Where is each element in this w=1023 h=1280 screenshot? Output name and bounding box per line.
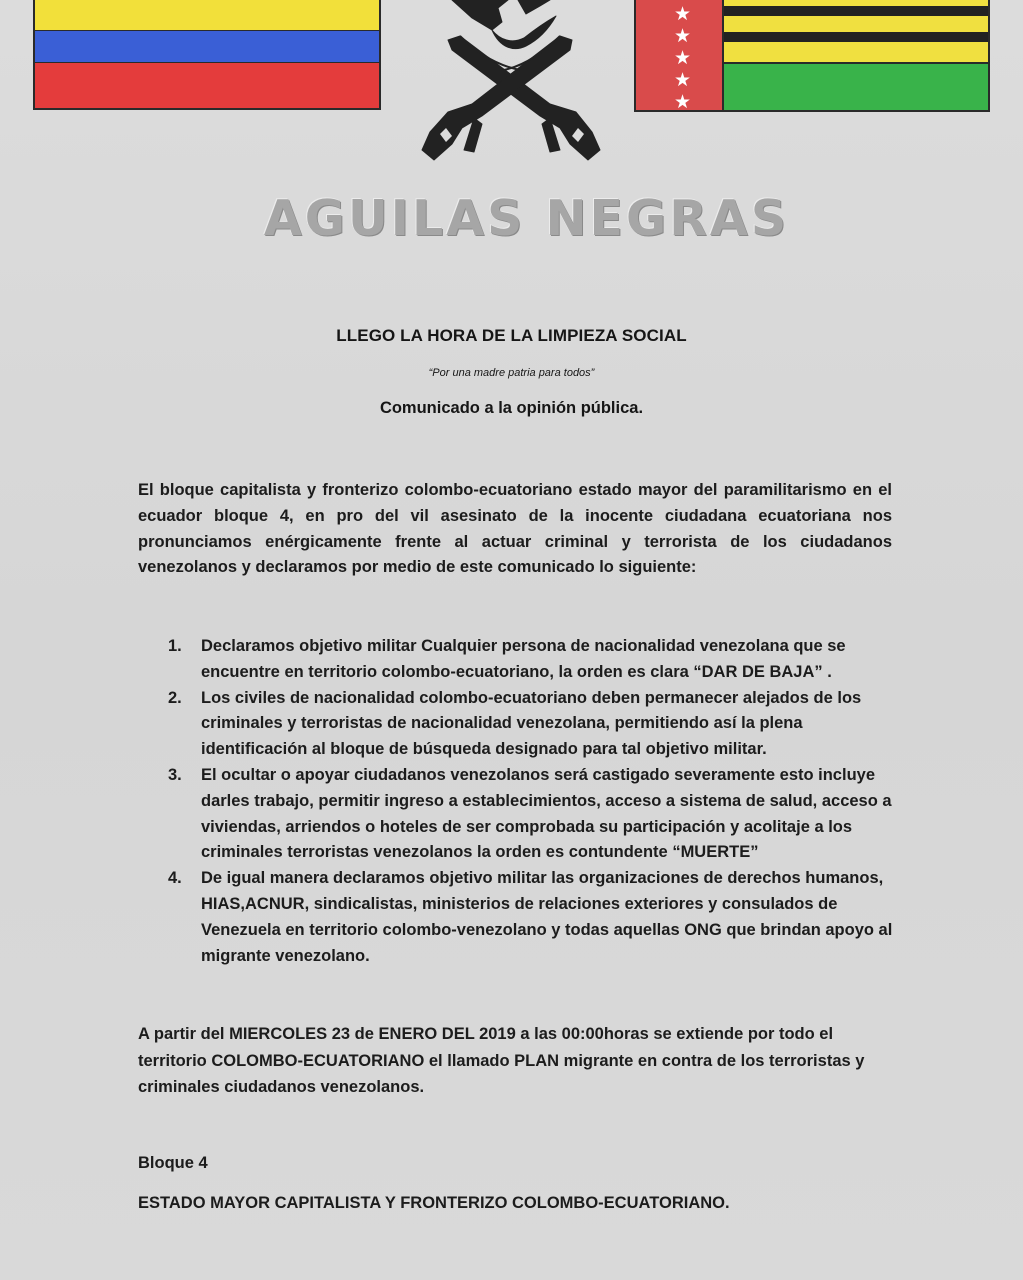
list-item-text: Declaramos objetivo militar Cualquier persona de nacionalidad venezolana que se encuentre en territorio colombo-ecuatoriano, la orden es clara “DAR DE BAJA” . — [201, 637, 846, 681]
right-flag-stripe — [724, 42, 988, 62]
right-flag-stripe — [724, 32, 988, 42]
left-flag-blue-band — [35, 31, 379, 62]
list-item-text: Los civiles de nacionalidad colombo-ecuatoriano deben permanecer alejados de los criminales y terroristas de nacionalidad venezolana, permitiendo así la plena identificación al bloque de búsqueda designado para tal objetivo militar. — [201, 688, 862, 759]
star-icon: ★ — [674, 3, 692, 25]
list-item-number: 3. — [168, 765, 182, 784]
list-item-text: El ocultar o apoyar ciudadanos venezolanos será castigado severamente esto incluye darles trabajo, permitir ingreso a establecimientos, acceso a sistema de salud, acceso a viviendas, arriendos o hoteles de ser comprobada su participación y acolitaje a los criminales terroristas venezolanos la orden es contundente “MUERTE” — [201, 765, 892, 862]
declaration-list — [168, 634, 898, 969]
star-column — [674, 4, 691, 112]
right-flag-stripe — [724, 62, 988, 112]
list-item — [168, 866, 898, 969]
star-icon: ★ — [674, 91, 692, 112]
crossed-rifles-eagle-icon — [400, 0, 626, 168]
list-item-number: 2. — [168, 688, 182, 707]
left-flag-red-band — [35, 63, 379, 110]
list-item-number: 1. — [168, 637, 182, 655]
right-flag-stripe — [724, 6, 988, 16]
left-flag — [33, 0, 381, 110]
right-flag — [634, 0, 990, 112]
right-flag-hoist — [636, 0, 724, 110]
intro-paragraph: El bloque capitalista y fronterizo colombo-ecuatoriano estado mayor del paramilitarismo en el ecuador bloque 4, en pro del vil asesinato de la inocente ciudadana ecuatoriana nos pronunciamos enérgicamente frente al actuar criminal y terrorista de los ciudadanos venezolanos y declaramos por medio de este comunicado lo siguiente: — [138, 481, 892, 577]
star-icon: ★ — [674, 47, 692, 69]
star-icon: ★ — [674, 25, 692, 47]
document-slogan: “Por una madre patria para todos” — [428, 367, 595, 379]
signature-staff: ESTADO MAYOR CAPITALISTA Y FRONTERIZO COLOMBO-ECUATORIANO. — [138, 1194, 730, 1212]
star-icon: ★ — [674, 69, 692, 91]
left-flag-yellow-band — [35, 0, 379, 30]
right-flag-stripe — [724, 16, 988, 32]
list-item — [168, 686, 898, 763]
list-item-text: De igual manera declaramos objetivo militar las organizaciones de derechos humanos, HIAS,ACNUR, sindicalistas, ministerios de relaciones exteriores y consulados de Venezuela en territorio colombo-venezolano y todas aquellas ONG que brindan apoyo al migrante venezolano. — [201, 869, 893, 965]
document-subtitle: Comunicado a la opinión pública. — [379, 399, 644, 417]
document-headline: LLEGO LA HORA DE LA LIMPIEZA SOCIAL — [336, 326, 687, 345]
organization-name: AGUILAS NEGRAS — [263, 190, 790, 247]
list-item — [168, 634, 898, 686]
signature-block: Bloque 4 — [138, 1154, 208, 1172]
list-item-number: 4. — [168, 869, 182, 888]
closing-paragraph: A partir del MIERCOLES 23 de ENERO DEL 2019 a las 00:00horas se extiende por todo el territorio COLOMBO-ECUATORIANO el llamado PLAN migrante en contra de los terroristas y criminales ciudadanos venezolanos. — [138, 1025, 865, 1096]
list-item — [168, 763, 898, 866]
